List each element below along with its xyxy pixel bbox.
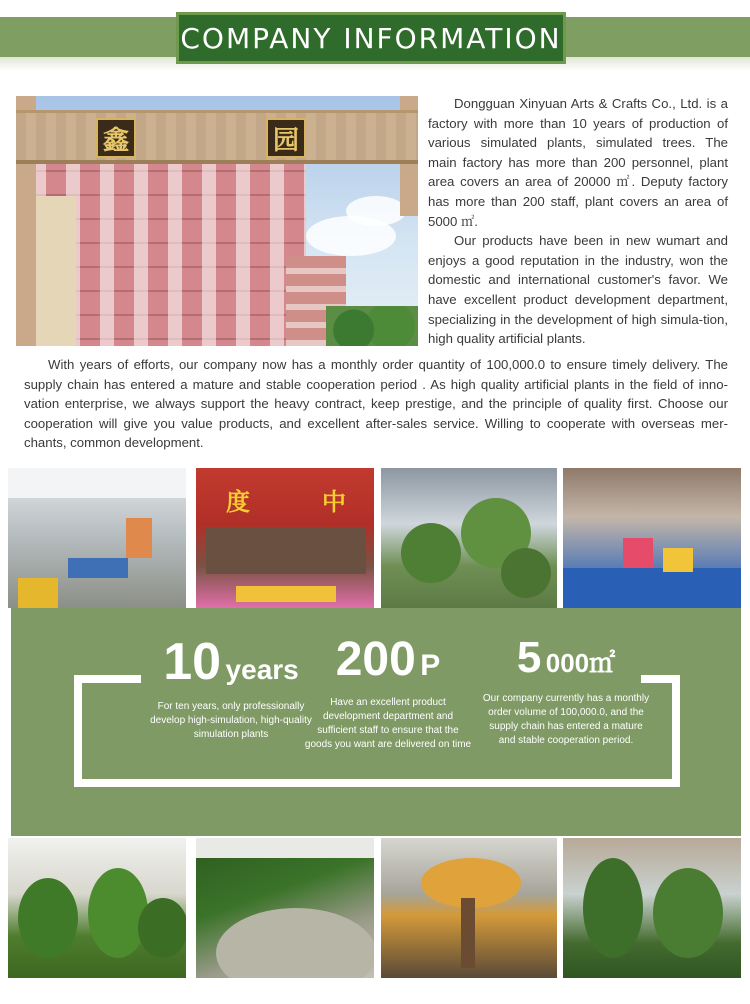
- plant-showroom-photo: [381, 468, 557, 608]
- indoor-plant-display-photo: [563, 838, 741, 978]
- stat-description: Have an excellent product development department and sufficient staff to ensure that the goods you want are delivered on time: [304, 697, 472, 750]
- stat-unit: P: [420, 649, 441, 682]
- stat-personnel: [295, 633, 481, 752]
- cloud: [346, 196, 406, 226]
- gate-beam: [16, 110, 418, 164]
- intro-paragraph: Our products have been in new wumart and enjoys a good reputation in the industry, won the domestic and international customer's favor. We have excellent product development department, specializing in the development of high simula-tion, high quality artificial plants.: [428, 233, 728, 347]
- stat-area: [473, 633, 659, 748]
- team-group-photo: [196, 468, 374, 608]
- page-title: COMPANY INFORMATION: [180, 21, 562, 55]
- stat-number: 10: [163, 633, 222, 691]
- stat-description: Our company currently has a monthly order volume of 100,000.0, and the supply chain has entered a mature and stable cooperation period.: [482, 693, 650, 746]
- stats-panel: [11, 608, 741, 836]
- banner-character: 度: [226, 488, 250, 516]
- stat-unit: years: [225, 654, 299, 685]
- production-line-photo: [563, 468, 741, 608]
- stat-unit: 000㎡: [545, 648, 616, 678]
- banner-character: 中: [322, 488, 346, 516]
- intro-text-column: [428, 94, 728, 349]
- company-building-photo: [16, 96, 418, 346]
- intro-paragraph: Dongguan Xinyuan Arts & Crafts Co., Ltd. is a factory with more than 10 years of production of various simulated plants, simulated trees. The main factory has more than 200 personnel, plant area covers an area of 20000 ㎡. Deputy factory has more than 200 staff, plant covers an area of 5000 ㎡.: [428, 96, 728, 229]
- gate-sign-character: 鑫: [96, 118, 136, 158]
- factory-workshop-photo: [8, 468, 186, 608]
- artificial-tree-photo: [381, 838, 557, 978]
- header-title-box: [176, 12, 566, 64]
- intro-paragraph: With years of efforts, our company now has a monthly order quantity of 100,000.0 to ensure timely delivery. The supply chain has entered a mature and stable cooperation period . As high quality artificial plants in the field of inno-vation enterprise, we always support the heavy contract, keep prestige, and the principle of quality first. Choose our cooperation will give you value products, and excellent after-sales service. Willing to cooperate with overseas mer-chants, common development.: [24, 357, 728, 451]
- trees: [326, 306, 418, 346]
- gate-sign-character: 园: [266, 118, 306, 158]
- banana-plant-display-photo: [8, 838, 186, 978]
- stat-number: 5: [516, 633, 542, 682]
- stat-description: For ten years, only professionally develop high-simulation, high-quality simulation plants: [150, 701, 312, 740]
- stat-number: 200: [335, 633, 416, 686]
- green-wall-photo: [196, 838, 374, 978]
